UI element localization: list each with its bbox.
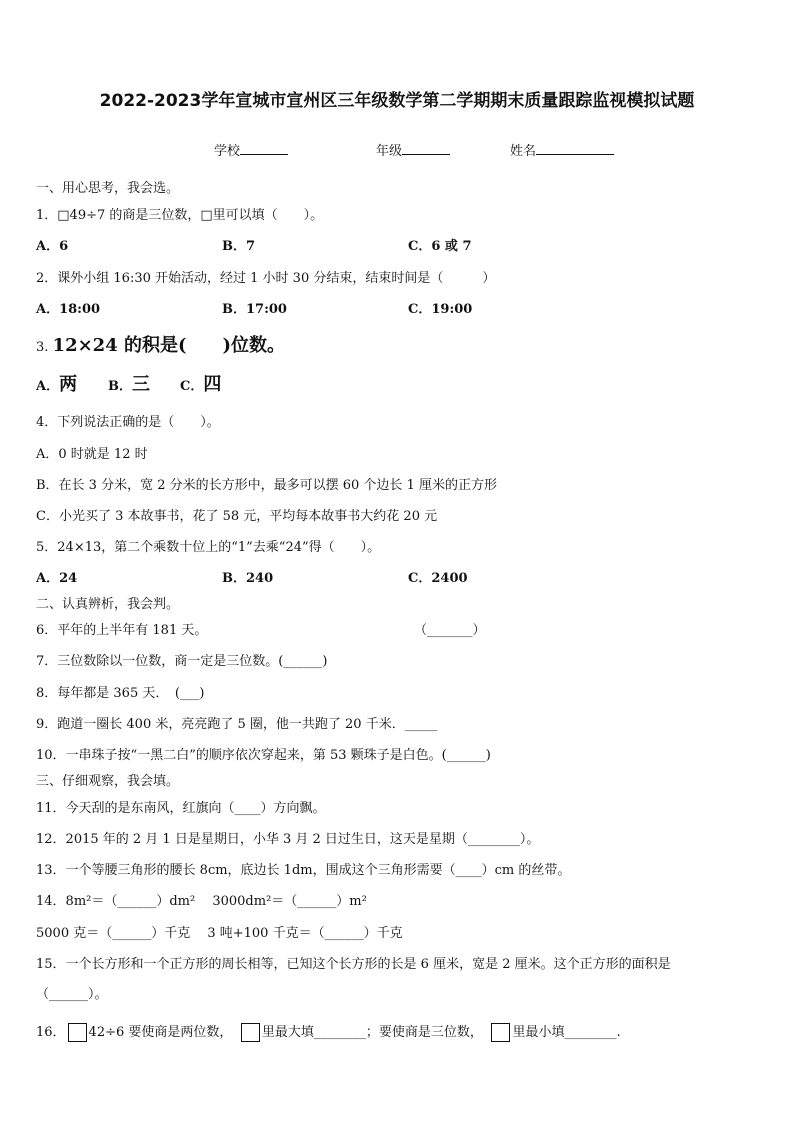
q2-option-a[interactable]: A．18:00 bbox=[36, 302, 101, 317]
q16-part-3: 里最小填________. bbox=[512, 1025, 621, 1040]
question-2: 2．课外小组 16:30 开始活动，经过 1 小时 30 分结束，结束时间是（ ） bbox=[36, 271, 496, 286]
school-field bbox=[214, 140, 288, 159]
q16-part-1: 42÷6 要使商是两位数， bbox=[88, 1025, 226, 1040]
q1-option-c[interactable]: C．6 或 7 bbox=[408, 239, 472, 254]
question-9: 9．跑道一圈长 400 米，亮亮跑了 5 圈，他一共跑了 20 千米．_____ bbox=[36, 717, 438, 732]
grade-blank[interactable] bbox=[402, 141, 450, 155]
question-15-blank: （______）。 bbox=[36, 987, 108, 1002]
q16-number: 16． bbox=[36, 1025, 66, 1040]
question-11: 11．今天刮的是东南风，红旗向（____）方向飘。 bbox=[36, 801, 326, 816]
name-field bbox=[510, 140, 614, 159]
grade-label: 年级 bbox=[376, 144, 403, 159]
q3-text: 12×24 的积是( )位数。 bbox=[52, 335, 286, 356]
q3-option-b[interactable] bbox=[108, 376, 150, 396]
question-1: 1．□49÷7 的商是三位数，□里可以填（ ）。 bbox=[36, 208, 324, 223]
q4-option-a[interactable]: A．0 时就是 12 时 bbox=[36, 447, 148, 462]
q3-a-text: 两 bbox=[59, 374, 78, 395]
q16-box-2[interactable] bbox=[241, 1023, 260, 1042]
q3-c-letter: C． bbox=[180, 379, 204, 394]
question-14-part-2: 5000 克＝（______）千克 3 吨+100 千克＝（______）千克 bbox=[36, 926, 403, 941]
question-5: 5．24×13，第二个乘数十位上的“1”去乘“24”得（ ）。 bbox=[36, 540, 381, 555]
school-label: 学校 bbox=[214, 144, 241, 159]
section-3-heading: 三、仔细观察，我会填。 bbox=[36, 774, 180, 789]
name-label: 姓名 bbox=[510, 144, 537, 159]
question-14-part-1: 14．8m²＝（______）dm² 3000dm²＝（______）m² bbox=[36, 894, 367, 909]
q3-option-a[interactable] bbox=[36, 376, 77, 396]
question-4: 4．下列说法正确的是（ ）。 bbox=[36, 415, 220, 430]
q16-part-2: 里最大填________；要使商是三位数， bbox=[261, 1025, 477, 1040]
q3-b-letter: B． bbox=[108, 379, 132, 394]
question-16 bbox=[36, 1023, 764, 1042]
question-6: 6．平年的上半年有 181 天。 bbox=[36, 623, 208, 638]
name-blank[interactable] bbox=[536, 141, 614, 155]
q2-option-b[interactable]: B．17:00 bbox=[222, 302, 287, 317]
q1-option-a[interactable]: A．6 bbox=[36, 239, 69, 254]
q3-b-text: 三 bbox=[132, 374, 150, 395]
question-8: 8．每年都是 365 天． (___) bbox=[36, 686, 205, 701]
q3-option-c[interactable] bbox=[180, 376, 221, 396]
q6-answer-blank[interactable]: （_______） bbox=[414, 623, 486, 638]
question-3 bbox=[36, 334, 764, 358]
school-blank[interactable] bbox=[240, 141, 288, 155]
q16-box-3[interactable] bbox=[491, 1023, 510, 1042]
q5-option-c[interactable]: C．2400 bbox=[408, 571, 468, 586]
q2-option-c[interactable]: C．19:00 bbox=[408, 302, 473, 317]
q16-box-1[interactable] bbox=[68, 1023, 87, 1042]
question-10: 10．一串珠子按“一黑二白”的顺序依次穿起来，第 53 颗珠子是白色。(______) bbox=[36, 748, 491, 763]
q3-number: 3. bbox=[36, 340, 49, 355]
question-13: 13．一个等腰三角形的腰长 8cm，底边长 1dm，围成这个三角形需要（____）cm 的丝带。 bbox=[36, 863, 571, 878]
q4-option-c[interactable]: C．小光买了 3 本故事书，花了 58 元，平均每本故事书大约花 20 元 bbox=[36, 509, 438, 524]
question-7: 7．三位数除以一位数，商一定是三位数。(______) bbox=[36, 654, 328, 669]
q5-option-b[interactable]: B．240 bbox=[222, 571, 274, 586]
grade-field bbox=[376, 140, 450, 159]
q3-a-letter: A． bbox=[36, 379, 60, 394]
question-15: 15．一个长方形和一个正方形的周长相等，已知这个长方形的长是 6 厘米，宽是 2 厘米。这个正方形的面积是 bbox=[36, 957, 671, 972]
q4-option-b[interactable]: B．在长 3 分米，宽 2 分米的长方形中，最多可以摆 60 个边长 1 厘米的正方形 bbox=[36, 478, 497, 493]
section-1-heading: 一、用心思考，我会选。 bbox=[36, 181, 180, 196]
q3-c-text: 四 bbox=[203, 374, 222, 395]
page-title: 2022-2023学年宣城市宣州区三年级数学第二学期期末质量跟踪监视模拟试题 bbox=[99, 91, 695, 111]
question-12: 12．2015 年的 2 月 1 日是星期日，小华 3 月 2 日过生日，这天是星期（________）。 bbox=[36, 832, 540, 847]
q5-option-a[interactable]: A．24 bbox=[36, 571, 78, 586]
q1-option-b[interactable]: B．7 bbox=[222, 239, 256, 254]
section-2-heading: 二、认真辨析，我会判。 bbox=[36, 597, 180, 612]
